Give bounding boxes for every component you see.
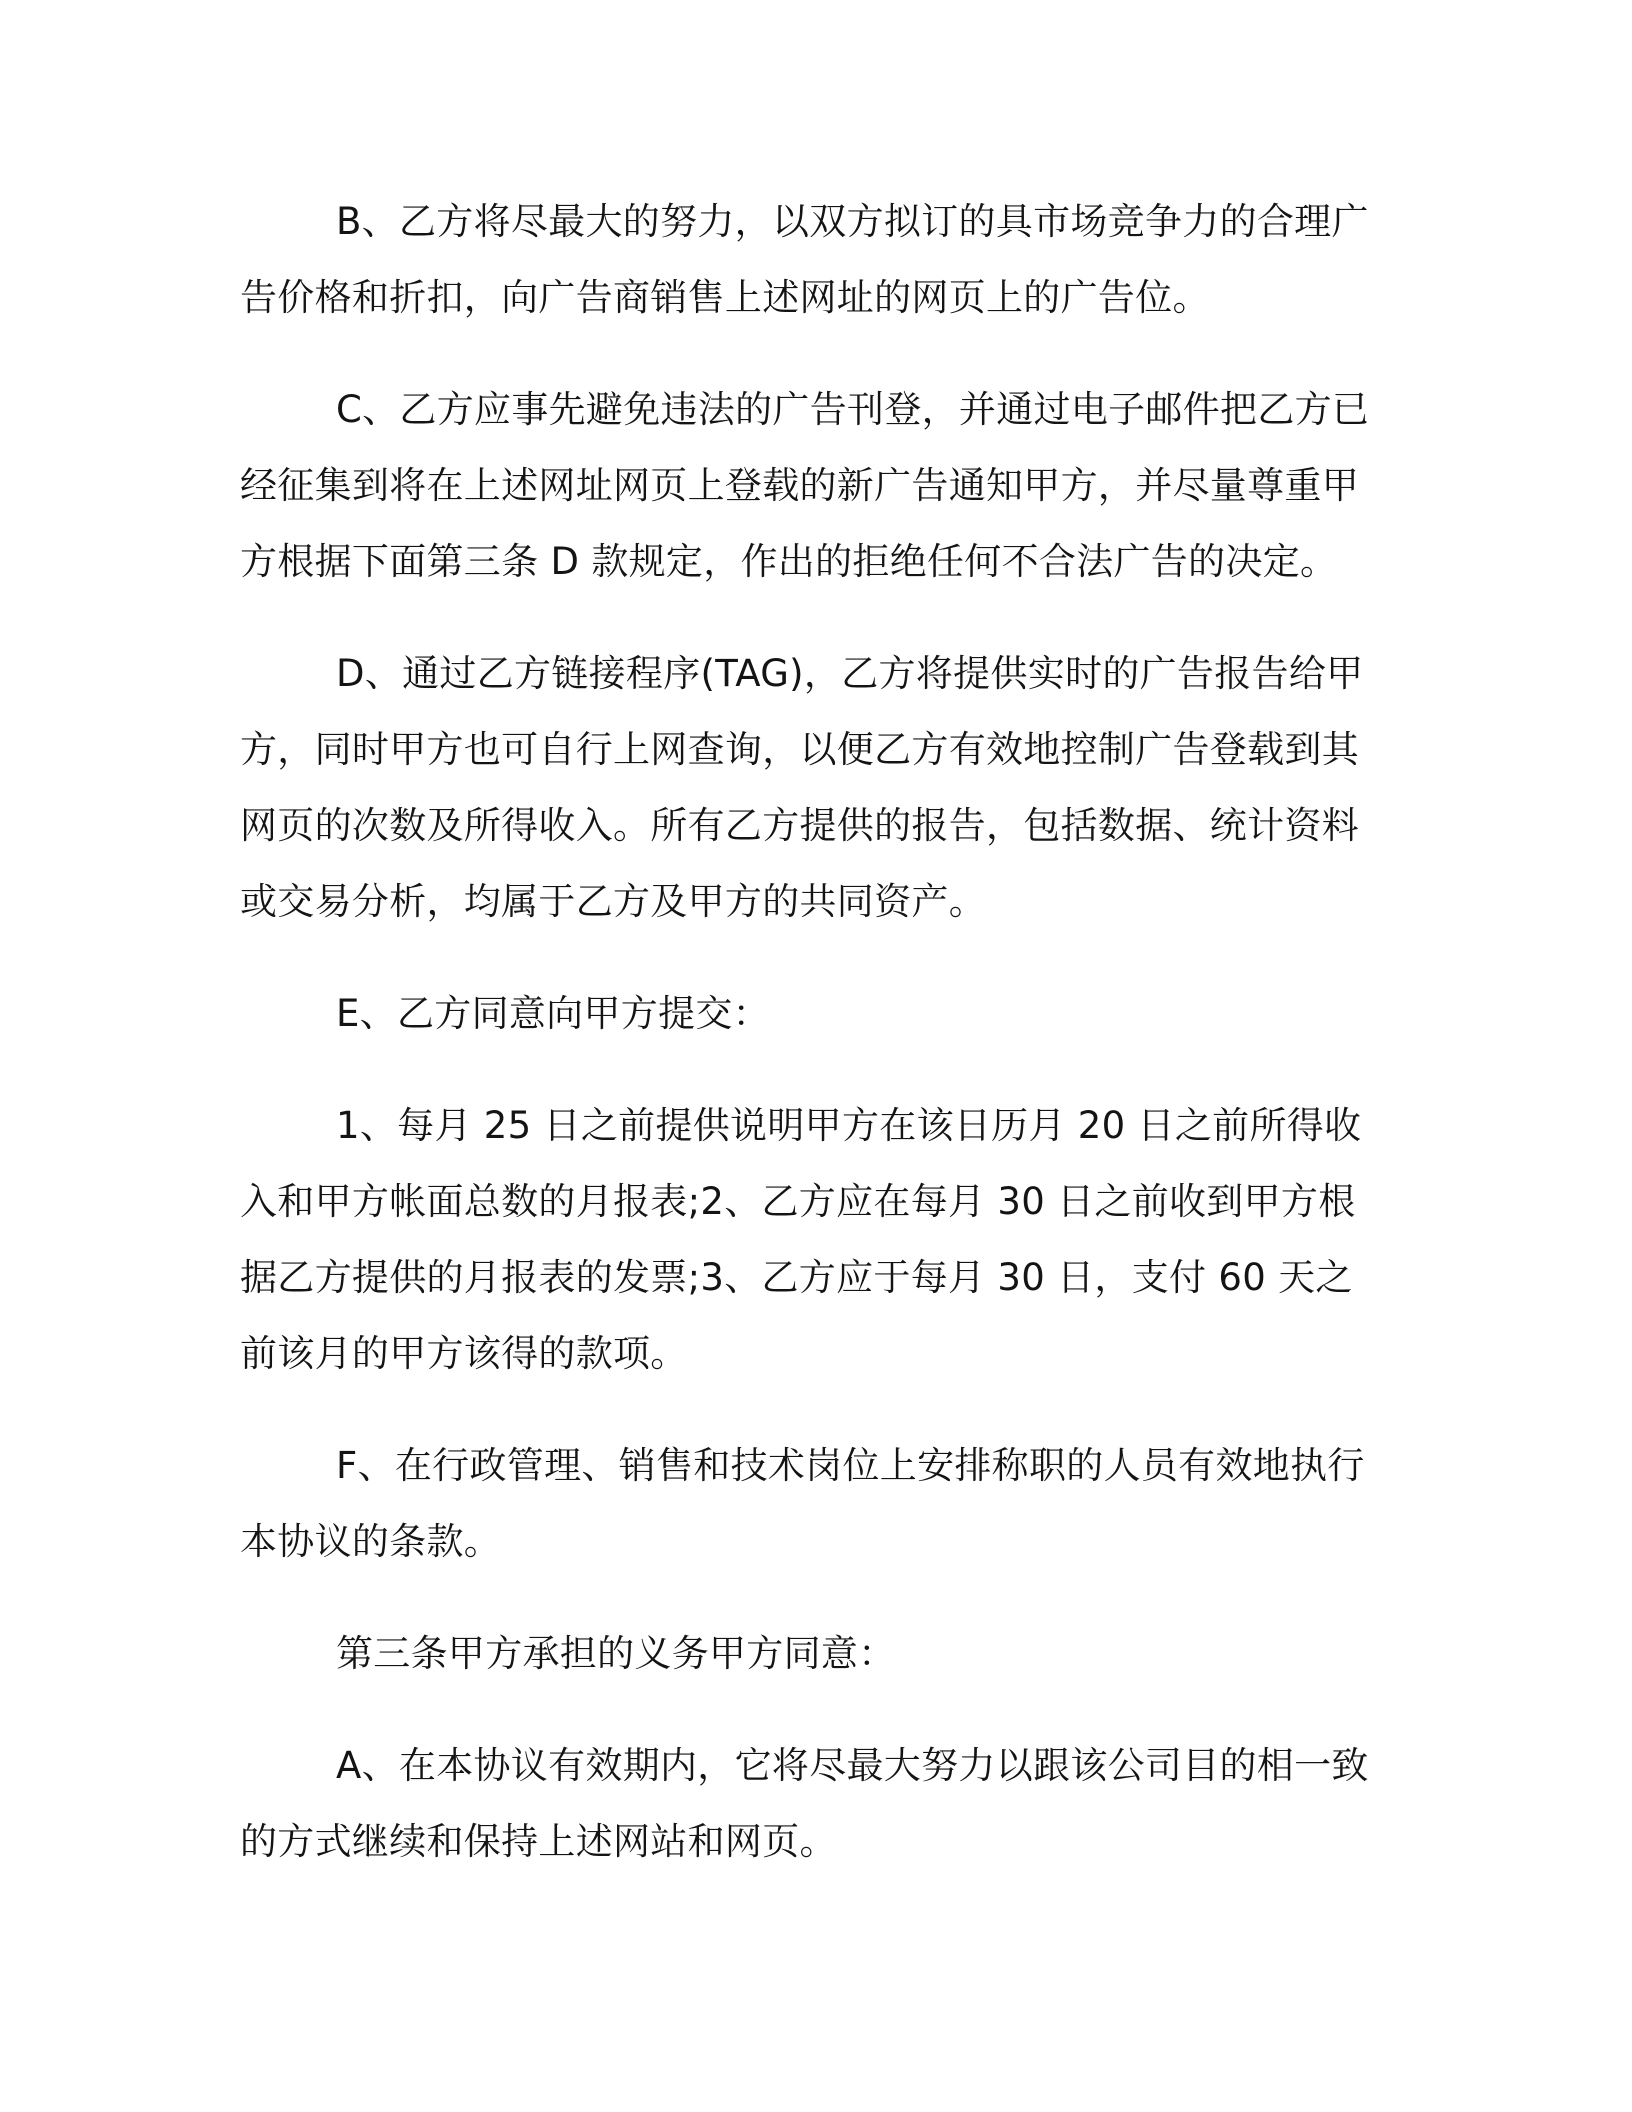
article-three-clause-a-paragraph: A、在本协议有效期内，它将尽最大努力以跟该公司目的相一致的方式继续和保持上述网站和网页。 <box>240 1744 1369 1863</box>
clause-b-paragraph: B、乙方将尽最大的努力，以双方拟订的具市场竞争力的合理广告价格和折扣，向广告商销售上述网址的网页上的广告位。 <box>240 200 1369 319</box>
article-three-heading: 第三条甲方承担的义务甲方同意： <box>336 1632 896 1675</box>
clause-e-items-paragraph: 1、每月 25 日之前提供说明甲方在该日历月 20 日之前所得收入和甲方帐面总数的月报表;2、乙方应在每月 30 日之前收到甲方根据乙方提供的月报表的发票;3、乙方应于每月 30 日，支付 60 天之前该月的甲方该得的款项。 <box>240 1104 1362 1375</box>
document-body <box>240 184 1372 1916</box>
clause-c-paragraph: C、乙方应事先避免违法的广告刊登，并通过电子邮件把乙方已经征集到将在上述网址网页上登载的新广告通知甲方，并尽量尊重甲方根据下面第三条 D 款规定，作出的拒绝任何不合法广告的决定。 <box>240 388 1370 583</box>
clause-d-paragraph: D、通过乙方链接程序(TAG)，乙方将提供实时的广告报告给甲方，同时甲方也可自行上网查询，以便乙方有效地控制广告登载到其网页的次数及所得收入。所有乙方提供的报告，包括数据、统计资料或交易分析，均属于乙方及甲方的共同资产。 <box>240 652 1364 923</box>
clause-e-paragraph: E、乙方同意向甲方提交： <box>336 992 770 1035</box>
clause-f-paragraph: F、在行政管理、销售和技术岗位上安排称职的人员有效地执行本协议的条款。 <box>240 1444 1365 1563</box>
